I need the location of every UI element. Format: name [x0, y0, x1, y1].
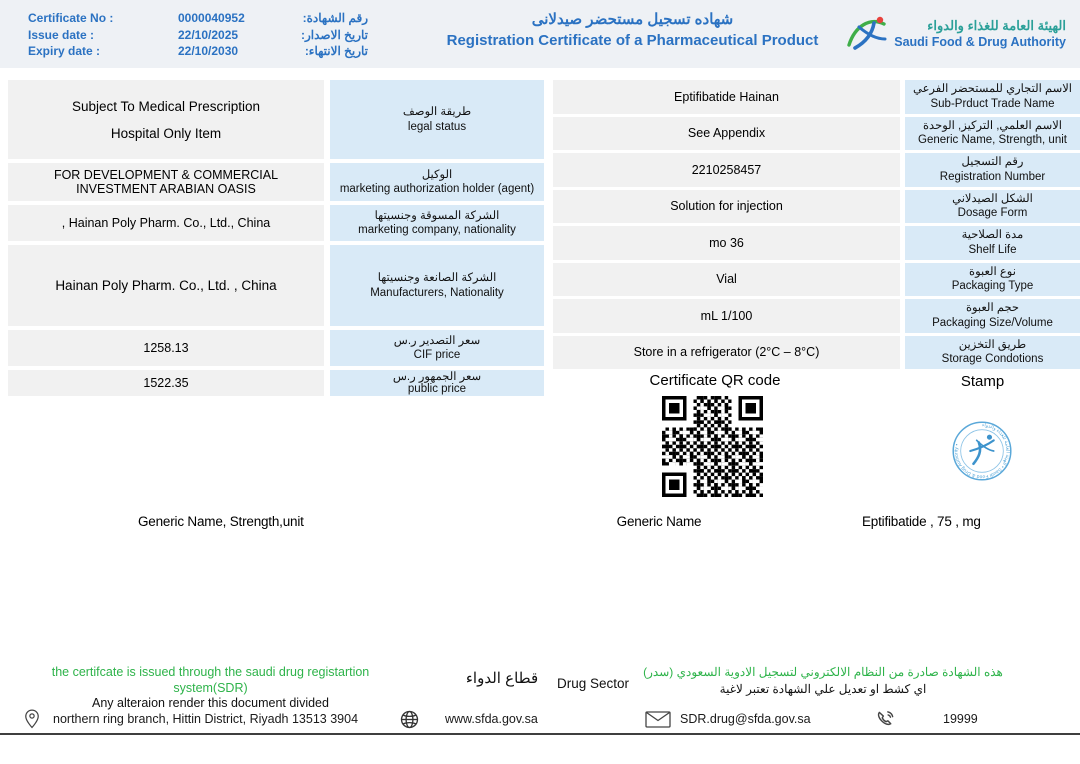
dosage-form-value: Solution for injection: [553, 190, 900, 224]
drug-sector-english: Drug Sector: [557, 676, 630, 691]
trade-name-value: Eptifibatide Hainan: [553, 80, 900, 114]
cif-price-label-en: CIF price: [413, 349, 461, 361]
sfda-logo-text: [894, 17, 1066, 50]
table-row-packaging-size: [553, 299, 1080, 333]
svg-text:الهيئة العامة للغذاء والدواء •: الهيئة العامة للغذاء والدواء • Saudi Food & Drug Authority •: [954, 423, 1010, 479]
trade-name-label-en: Sub-Prduct Trade Name: [930, 97, 1055, 110]
agent-value: FOR DEVELOPMENT & COMMERCIAL INVESTMENT ARABIAN OASIS: [8, 163, 324, 201]
table-row-storage-conditions: [553, 336, 1080, 370]
drug-sector-arabic: قطاع الدواء: [465, 670, 539, 687]
shelf-life-label: [905, 226, 1080, 260]
address-group: [24, 705, 358, 733]
table-row-public-price: [8, 370, 544, 396]
dosage-form-label: [905, 190, 1080, 224]
manufacturer-label-en: Manufacturers, Nationality: [370, 286, 504, 299]
expiry-date-value: 22/10/2030: [178, 44, 239, 58]
legal-status-line2: Hospital Only Item: [110, 125, 222, 141]
cif-price-label: [330, 330, 544, 366]
page-title-arabic: شهاده تسجيل مستحضر صيدلانى: [531, 11, 734, 28]
footer-divider: [0, 733, 1080, 735]
generic-name-label-ar: الاسم العلمي, التركيز, الوحدة: [923, 119, 1062, 132]
footer-note-arabic: [623, 664, 1023, 697]
table-row-marketing-company: [8, 205, 544, 241]
dosage-form-label-ar: الشكل الصيدلاني: [952, 192, 1033, 205]
website-group: [400, 705, 538, 733]
phone-text: 19999: [943, 712, 978, 726]
envelope-icon: [645, 711, 671, 728]
phone-icon: [876, 710, 895, 729]
table-row-packaging-type: [553, 263, 1080, 297]
packaging-size-label-ar: حجم العبوة: [965, 302, 1020, 315]
table-row-manufacturer: [8, 245, 544, 326]
marketing-company-label: [330, 205, 544, 241]
page-title-english: Registration Certificate of a Pharmaceutical Product: [446, 32, 819, 49]
authority-name-english: Saudi Food & Drug Authority: [894, 34, 1066, 49]
sdr-note-english: the certifcate is issued through the saudi drug registartion system(SDR): [51, 665, 370, 695]
certificate-no-value: 0000040952: [178, 11, 245, 25]
issue-date-value: 22/10/2025: [178, 27, 239, 42]
dosage-form-label-en: Dosage Form: [957, 207, 1028, 220]
agent-label-ar: الوكيل: [421, 168, 453, 181]
trade-name-label: [905, 80, 1080, 114]
legal-status-line1: Subject To Medical Prescription: [71, 98, 261, 114]
qr-code: [662, 396, 763, 497]
generic-name-label: [905, 117, 1080, 151]
packaging-size-label-en: Packaging Size/Volume: [932, 316, 1053, 329]
packaging-size-label: [905, 299, 1080, 333]
website-text[interactable]: www.sfda.gov.sa: [445, 712, 538, 726]
packaging-type-label-ar: نوع العبوة: [969, 265, 1016, 278]
registration-number-label-ar: رقم التسجيل: [961, 156, 1024, 169]
table-row-agent: [8, 163, 544, 201]
storage-conditions-label-ar: طريق التخزين: [958, 338, 1027, 351]
left-details-table: [8, 80, 544, 396]
qr-finder-bottom-left: [662, 466, 693, 497]
certificate-meta: [28, 10, 368, 60]
shelf-life-value: mo 36: [553, 226, 900, 260]
marketing-company-label-en: marketing company, nationality: [358, 224, 516, 236]
manufacturer-label: [330, 245, 544, 326]
marketing-company-value: , Hainan Poly Pharm. Co., Ltd., China: [8, 205, 324, 241]
table-row-registration-number: [553, 153, 1080, 187]
packaging-size-value: mL 1/100: [553, 299, 900, 333]
shelf-life-label-ar: مدة الصلاحية: [961, 229, 1024, 242]
authority-name-arabic: الهيئة العامة للغذاء والدواء: [927, 17, 1066, 33]
public-price-label: [330, 370, 544, 396]
appendix-heading: Generic Name, Strength,unit: [138, 514, 304, 529]
table-row-shelf-life: [553, 226, 1080, 260]
qr-code-title: Certificate QR code: [649, 372, 781, 389]
email-text[interactable]: SDR.drug@sfda.gov.sa: [680, 712, 811, 726]
generic-name-label-en: Generic Name, Strength, unit: [918, 134, 1067, 147]
certificate-header: [0, 0, 1080, 68]
table-row-generic-name: [553, 117, 1080, 151]
storage-conditions-value: Store in a refrigerator (2°C – 8°C): [553, 336, 900, 370]
issue-date-label-ar: تاريخ الاصدار:: [300, 27, 368, 42]
table-row-dosage-form: [553, 190, 1080, 224]
agent-label-en: marketing authorization holder (agent): [339, 183, 535, 195]
table-row-legal-status: [8, 80, 544, 159]
registration-number-value: 2210258457: [553, 153, 900, 187]
certificate-no-label-ar: رقم الشهادة:: [302, 11, 368, 25]
globe-icon: [400, 710, 419, 729]
manufacturer-value: Hainan Poly Pharm. Co., Ltd. , China: [8, 245, 324, 326]
public-price-label-ar: سعر الجمهور ر.س: [392, 370, 482, 383]
registration-number-label: [905, 153, 1080, 187]
expiry-date-label: Expiry date :: [28, 44, 101, 58]
appendix-value: Eptifibatide , 75 , mg: [862, 514, 981, 529]
appendix-column-header: Generic Name: [616, 514, 702, 529]
legal-status-label: [330, 80, 544, 159]
packaging-type-value: Vial: [553, 263, 900, 297]
shelf-life-label-en: Shelf Life: [968, 243, 1017, 256]
sfda-logo: [845, 12, 1066, 54]
storage-conditions-label: [905, 336, 1080, 370]
cif-price-value: 1258.13: [8, 330, 324, 366]
expiry-date-label-ar: تاريخ الانتهاء:: [304, 44, 368, 58]
email-group: [645, 705, 811, 733]
alteration-note-arabic: اي كشط او تعديل علي الشهادة تعتبر لاغية: [719, 681, 927, 696]
right-details-table: [553, 80, 1080, 369]
stamp-seal-icon: [950, 419, 1014, 483]
trade-name-label-ar: الاسم التجاري للمستحضر الفرعي: [912, 83, 1073, 96]
agent-label: [330, 163, 544, 201]
cif-price-label-ar: سعر التصدير ر.س: [393, 334, 481, 347]
sdr-note-arabic: هذه الشهادة صادرة من النظام الالكتروني لتسجيل الادوية السعودي (سدر): [643, 665, 1003, 679]
location-pin-icon: [24, 709, 40, 729]
legal-status-label-ar: طريقة الوصف: [402, 106, 472, 118]
issue-date-label: Issue date :: [28, 27, 95, 42]
qr-finder-top-left: [662, 396, 693, 427]
contact-bar: [0, 705, 1080, 733]
legal-status-value: [8, 80, 324, 159]
packaging-type-label: [905, 263, 1080, 297]
address-text: northern ring branch, Hittin District, Riyadh 13513 3904: [53, 712, 359, 726]
generic-name-value: See Appendix: [553, 117, 900, 151]
sfda-logo-icon: [845, 12, 889, 54]
marketing-company-label-ar: الشركة المسوقة وجنسيتها: [374, 209, 500, 222]
legal-status-label-en: legal status: [407, 120, 467, 133]
page-title: [400, 10, 865, 49]
table-row-trade-name: [553, 80, 1080, 114]
alteration-note-english: Any alteraion render this document divided: [92, 696, 329, 710]
table-row-cif-price: [8, 330, 544, 366]
stamp-label: Stamp: [960, 373, 1005, 390]
phone-group: [876, 705, 978, 733]
storage-conditions-label-en: Storage Condotions: [941, 353, 1044, 366]
manufacturer-label-ar: الشركة الصانعة وجنسيتها: [377, 272, 497, 284]
public-price-label-en: public price: [407, 383, 467, 395]
qr-finder-top-right: [732, 396, 763, 427]
packaging-type-label-en: Packaging Type: [951, 280, 1034, 293]
public-price-value: 1522.35: [8, 370, 324, 396]
certificate-no-label: Certificate No :: [28, 11, 114, 25]
registration-number-label-en: Registration Number: [939, 170, 1046, 183]
